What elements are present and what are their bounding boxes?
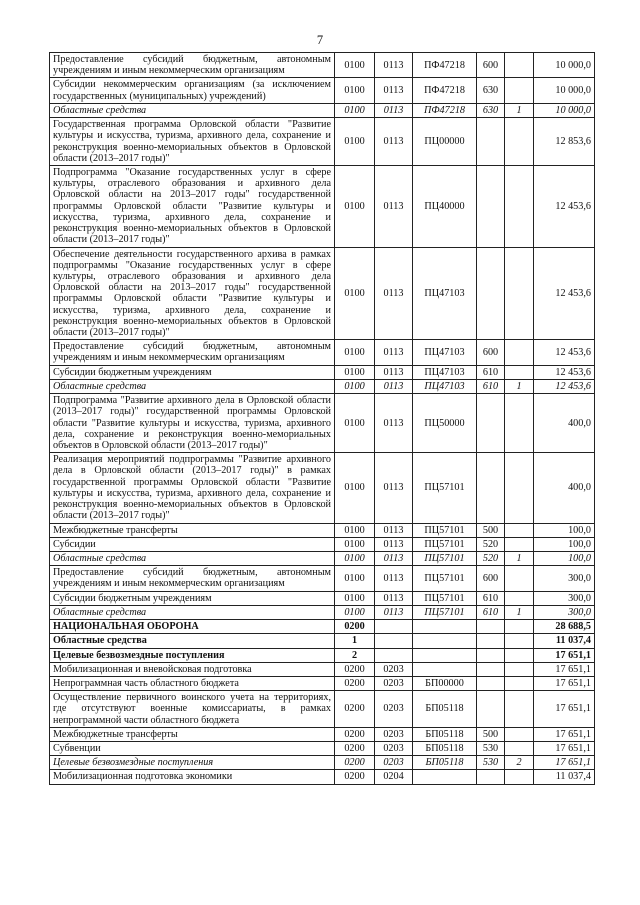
table-row (50, 648, 595, 662)
table-row (50, 103, 595, 117)
row-target-article: ПФ47218 (413, 78, 477, 103)
row-section-code: 0200 (335, 727, 375, 741)
row-name: Субсидии некоммерческим организациям (за исключением государственных (муниципальных) учреждений) (50, 78, 335, 103)
row-subsection-code (375, 620, 413, 634)
row-funding-source (505, 247, 534, 340)
row-target-article: БП05118 (413, 691, 477, 728)
row-name: Мобилизационная подготовка экономики (50, 770, 335, 784)
row-target-article: ПЦ50000 (413, 394, 477, 453)
row-subsection-code: 0113 (375, 165, 413, 247)
row-section-code: 0100 (335, 118, 375, 166)
row-section-code: 0100 (335, 591, 375, 605)
table-row (50, 742, 595, 756)
row-subsection-code: 0113 (375, 551, 413, 565)
table-row (50, 551, 595, 565)
row-name: Обеспечение деятельности государственного архива в рамках подпрограммы "Оказание государственных услуг в сфере культуры, отраслевого образования и архивного дела Орловской области на 2013–2017 годы" государственной программы Орловской области "Развитие культуры и искусства, туризма, архивного дела, сохранение и реконструкция военно-мемориальных объектов в Орловской области (2013–2017 годы)" (50, 247, 335, 340)
row-target-article (413, 648, 477, 662)
row-subsection-code (375, 648, 413, 662)
row-subsection-code: 0113 (375, 523, 413, 537)
row-target-article: ПЦ47103 (413, 365, 477, 379)
row-amount: 12 853,6 (534, 118, 595, 166)
row-funding-source (505, 165, 534, 247)
table-row (50, 676, 595, 690)
row-expense-type (477, 691, 505, 728)
row-section-code: 0100 (335, 53, 375, 78)
row-funding-source (505, 394, 534, 453)
row-target-article (413, 634, 477, 648)
row-section-code: 0200 (335, 662, 375, 676)
table-row (50, 53, 595, 78)
row-funding-source (505, 566, 534, 591)
row-name: Государственная программа Орловской области "Развитие культуры и искусства, туризма, архивного дела, сохранение и реконструкция военно-мемориальных объектов в Орловской области (2013–2017 годы)" (50, 118, 335, 166)
row-section-code: 0100 (335, 523, 375, 537)
row-amount: 12 453,6 (534, 247, 595, 340)
row-expense-type: 600 (477, 340, 505, 365)
row-amount: 17 651,1 (534, 691, 595, 728)
row-amount: 17 651,1 (534, 756, 595, 770)
row-name: Субсидии бюджетным учреждениям (50, 591, 335, 605)
row-funding-source (505, 648, 534, 662)
row-subsection-code: 0113 (375, 591, 413, 605)
row-amount: 100,0 (534, 551, 595, 565)
row-amount: 400,0 (534, 453, 595, 523)
row-subsection-code: 0113 (375, 103, 413, 117)
row-expense-type: 610 (477, 379, 505, 393)
row-expense-type (477, 648, 505, 662)
row-subsection-code: 0204 (375, 770, 413, 784)
row-amount: 17 651,1 (534, 742, 595, 756)
row-expense-type (477, 634, 505, 648)
row-section-code: 0100 (335, 165, 375, 247)
row-section-code: 0200 (335, 742, 375, 756)
row-expense-type: 530 (477, 742, 505, 756)
row-section-code: 0100 (335, 605, 375, 619)
row-expense-type (477, 394, 505, 453)
row-expense-type: 630 (477, 103, 505, 117)
row-funding-source (505, 340, 534, 365)
row-name: Мобилизационная и вневойсковая подготовка (50, 662, 335, 676)
table-row (50, 340, 595, 365)
row-name: Областные средства (50, 551, 335, 565)
row-expense-type: 600 (477, 566, 505, 591)
table-row (50, 756, 595, 770)
row-target-article: ПЦ40000 (413, 165, 477, 247)
row-amount: 300,0 (534, 605, 595, 619)
row-target-article: ПЦ57101 (413, 566, 477, 591)
row-target-article: ПЦ57101 (413, 551, 477, 565)
row-target-article (413, 620, 477, 634)
row-name: Субсидии (50, 537, 335, 551)
row-name: Межбюджетные трансферты (50, 523, 335, 537)
row-expense-type: 630 (477, 78, 505, 103)
row-name: Межбюджетные трансферты (50, 727, 335, 741)
row-amount: 28 688,5 (534, 620, 595, 634)
table-row (50, 566, 595, 591)
table-row (50, 727, 595, 741)
row-target-article: ПЦ57101 (413, 523, 477, 537)
row-target-article: ПЦ57101 (413, 591, 477, 605)
row-section-code: 0100 (335, 379, 375, 393)
table-row (50, 662, 595, 676)
table-row (50, 634, 595, 648)
table-row (50, 165, 595, 247)
row-funding-source: 2 (505, 756, 534, 770)
row-target-article: БП05118 (413, 727, 477, 741)
table-row (50, 605, 595, 619)
row-funding-source (505, 770, 534, 784)
row-funding-source (505, 365, 534, 379)
row-amount: 300,0 (534, 566, 595, 591)
table-row (50, 691, 595, 728)
row-target-article: ПФ47218 (413, 53, 477, 78)
row-expense-type (477, 770, 505, 784)
row-subsection-code: 0113 (375, 566, 413, 591)
row-subsection-code: 0113 (375, 605, 413, 619)
row-subsection-code: 0203 (375, 727, 413, 741)
table-row (50, 591, 595, 605)
row-amount: 17 651,1 (534, 676, 595, 690)
row-funding-source (505, 742, 534, 756)
row-expense-type (477, 620, 505, 634)
row-funding-source (505, 453, 534, 523)
row-subsection-code: 0203 (375, 676, 413, 690)
row-funding-source (505, 53, 534, 78)
row-name: Целевые безвозмездные поступления (50, 756, 335, 770)
row-amount: 400,0 (534, 394, 595, 453)
row-section-code: 0100 (335, 551, 375, 565)
row-name: Реализация мероприятий подпрограммы "Развитие архивного дела в Орловской области (2013–2017 годы)" в рамках государственной программы Орловской области "Развитие культуры и искусства, туризма, архивного дела, сохранение и реконструкция военно-мемориальных объектов в Орловской области (2013–2017 годы)" (50, 453, 335, 523)
row-target-article (413, 770, 477, 784)
table-row (50, 394, 595, 453)
row-expense-type: 610 (477, 605, 505, 619)
row-subsection-code: 0113 (375, 78, 413, 103)
row-section-code: 0100 (335, 103, 375, 117)
row-expense-type: 600 (477, 53, 505, 78)
row-expense-type (477, 165, 505, 247)
row-funding-source (505, 78, 534, 103)
row-funding-source: 1 (505, 551, 534, 565)
row-amount: 10 000,0 (534, 78, 595, 103)
row-target-article (413, 662, 477, 676)
row-section-code: 0100 (335, 365, 375, 379)
row-expense-type: 610 (477, 591, 505, 605)
row-funding-source: 1 (505, 103, 534, 117)
table-row (50, 365, 595, 379)
row-subsection-code: 0113 (375, 453, 413, 523)
row-target-article: ПЦ57101 (413, 537, 477, 551)
table-row (50, 453, 595, 523)
table-row (50, 247, 595, 340)
row-subsection-code: 0113 (375, 379, 413, 393)
row-target-article: ПЦ47103 (413, 379, 477, 393)
row-expense-type: 500 (477, 727, 505, 741)
row-funding-source (505, 662, 534, 676)
table-row (50, 537, 595, 551)
row-amount: 11 037,4 (534, 634, 595, 648)
table-row (50, 770, 595, 784)
table-row (50, 78, 595, 103)
row-funding-source (505, 523, 534, 537)
row-amount: 300,0 (534, 591, 595, 605)
row-amount: 11 037,4 (534, 770, 595, 784)
row-subsection-code: 0203 (375, 662, 413, 676)
budget-table-body (50, 53, 595, 785)
row-funding-source (505, 727, 534, 741)
row-subsection-code: 0203 (375, 742, 413, 756)
row-section-code: 0200 (335, 770, 375, 784)
row-subsection-code: 0113 (375, 537, 413, 551)
row-expense-type: 500 (477, 523, 505, 537)
table-row (50, 620, 595, 634)
row-name: Целевые безвозмездные поступления (50, 648, 335, 662)
row-subsection-code (375, 634, 413, 648)
row-name: Непрограммная часть областного бюджета (50, 676, 335, 690)
row-subsection-code: 0113 (375, 247, 413, 340)
row-name: Субсидии бюджетным учреждениям (50, 365, 335, 379)
row-amount: 12 453,6 (534, 365, 595, 379)
row-section-code: 0100 (335, 537, 375, 551)
row-section-code: 0200 (335, 691, 375, 728)
row-target-article: БП00000 (413, 676, 477, 690)
row-target-article: ПЦ57101 (413, 453, 477, 523)
table-row (50, 523, 595, 537)
row-section-code: 0100 (335, 247, 375, 340)
row-section-code: 0200 (335, 756, 375, 770)
row-name: НАЦИОНАЛЬНАЯ ОБОРОНА (50, 620, 335, 634)
row-name: Областные средства (50, 379, 335, 393)
row-expense-type: 520 (477, 537, 505, 551)
page-number: 7 (316, 33, 324, 47)
row-amount: 12 453,6 (534, 340, 595, 365)
row-expense-type (477, 118, 505, 166)
budget-table (49, 52, 595, 785)
row-expense-type (477, 662, 505, 676)
row-name: Осуществление первичного воинского учета на территориях, где отсутствуют военные комиссариаты, в рамках непрограммной части областного бюджета (50, 691, 335, 728)
row-name: Субвенции (50, 742, 335, 756)
row-section-code: 0100 (335, 394, 375, 453)
table-row (50, 379, 595, 393)
row-name: Предоставление субсидий бюджетным, автономным учреждениям и иным некоммерческим организациям (50, 53, 335, 78)
row-funding-source: 1 (505, 379, 534, 393)
row-name: Областные средства (50, 634, 335, 648)
row-subsection-code: 0113 (375, 53, 413, 78)
table-row (50, 118, 595, 166)
row-section-code: 0100 (335, 453, 375, 523)
row-target-article: ПЦ47103 (413, 247, 477, 340)
row-amount: 17 651,1 (534, 662, 595, 676)
row-name: Подпрограмма "Оказание государственных услуг в сфере культуры, отраслевого образования и архивного дела Орловской области на 2013–2017 годы" государственной программы Орловской области "Развитие культуры и искусства, туризма, архивного дела, сохранение и реконструкция военно-мемориальных объектов в Орловской области (2013–2017 годы)" (50, 165, 335, 247)
row-subsection-code: 0113 (375, 118, 413, 166)
row-name: Подпрограмма "Развитие архивного дела в Орловской области (2013–2017 годы)" государственной программы Орловской области "Развитие культуры и искусства, туризма, архивного дела, сохранение и реконструкция военно-мемориальных объектов в Орловской области (2013–2017 годы)" (50, 394, 335, 453)
row-amount: 10 000,0 (534, 103, 595, 117)
row-expense-type: 530 (477, 756, 505, 770)
row-target-article: ПЦ57101 (413, 605, 477, 619)
row-expense-type (477, 247, 505, 340)
row-subsection-code: 0113 (375, 365, 413, 379)
row-amount: 10 000,0 (534, 53, 595, 78)
row-target-article: БП05118 (413, 742, 477, 756)
row-target-article: ПФ47218 (413, 103, 477, 117)
row-name: Областные средства (50, 103, 335, 117)
row-section-code: 0100 (335, 566, 375, 591)
row-funding-source (505, 591, 534, 605)
row-funding-source (505, 634, 534, 648)
row-expense-type: 610 (477, 365, 505, 379)
row-amount: 100,0 (534, 523, 595, 537)
row-target-article: ПЦ47103 (413, 340, 477, 365)
row-subsection-code: 0203 (375, 691, 413, 728)
row-amount: 100,0 (534, 537, 595, 551)
row-expense-type (477, 453, 505, 523)
row-target-article: БП05118 (413, 756, 477, 770)
row-name: Предоставление субсидий бюджетным, автономным учреждениям и иным некоммерческим организациям (50, 340, 335, 365)
row-name: Предоставление субсидий бюджетным, автономным учреждениям и иным некоммерческим организациям (50, 566, 335, 591)
row-funding-source (505, 691, 534, 728)
row-expense-type (477, 676, 505, 690)
row-section-code: 1 (335, 634, 375, 648)
row-target-article: ПЦ00000 (413, 118, 477, 166)
row-funding-source (505, 118, 534, 166)
row-funding-source: 1 (505, 605, 534, 619)
row-amount: 12 453,6 (534, 165, 595, 247)
row-subsection-code: 0113 (375, 394, 413, 453)
row-amount: 17 651,1 (534, 727, 595, 741)
row-subsection-code: 0113 (375, 340, 413, 365)
row-expense-type: 520 (477, 551, 505, 565)
row-amount: 12 453,6 (534, 379, 595, 393)
row-section-code: 0100 (335, 78, 375, 103)
row-funding-source (505, 537, 534, 551)
row-section-code: 0200 (335, 676, 375, 690)
row-section-code: 0100 (335, 340, 375, 365)
row-section-code: 2 (335, 648, 375, 662)
row-funding-source (505, 676, 534, 690)
row-subsection-code: 0203 (375, 756, 413, 770)
row-section-code: 0200 (335, 620, 375, 634)
row-name: Областные средства (50, 605, 335, 619)
row-amount: 17 651,1 (534, 648, 595, 662)
row-funding-source (505, 620, 534, 634)
